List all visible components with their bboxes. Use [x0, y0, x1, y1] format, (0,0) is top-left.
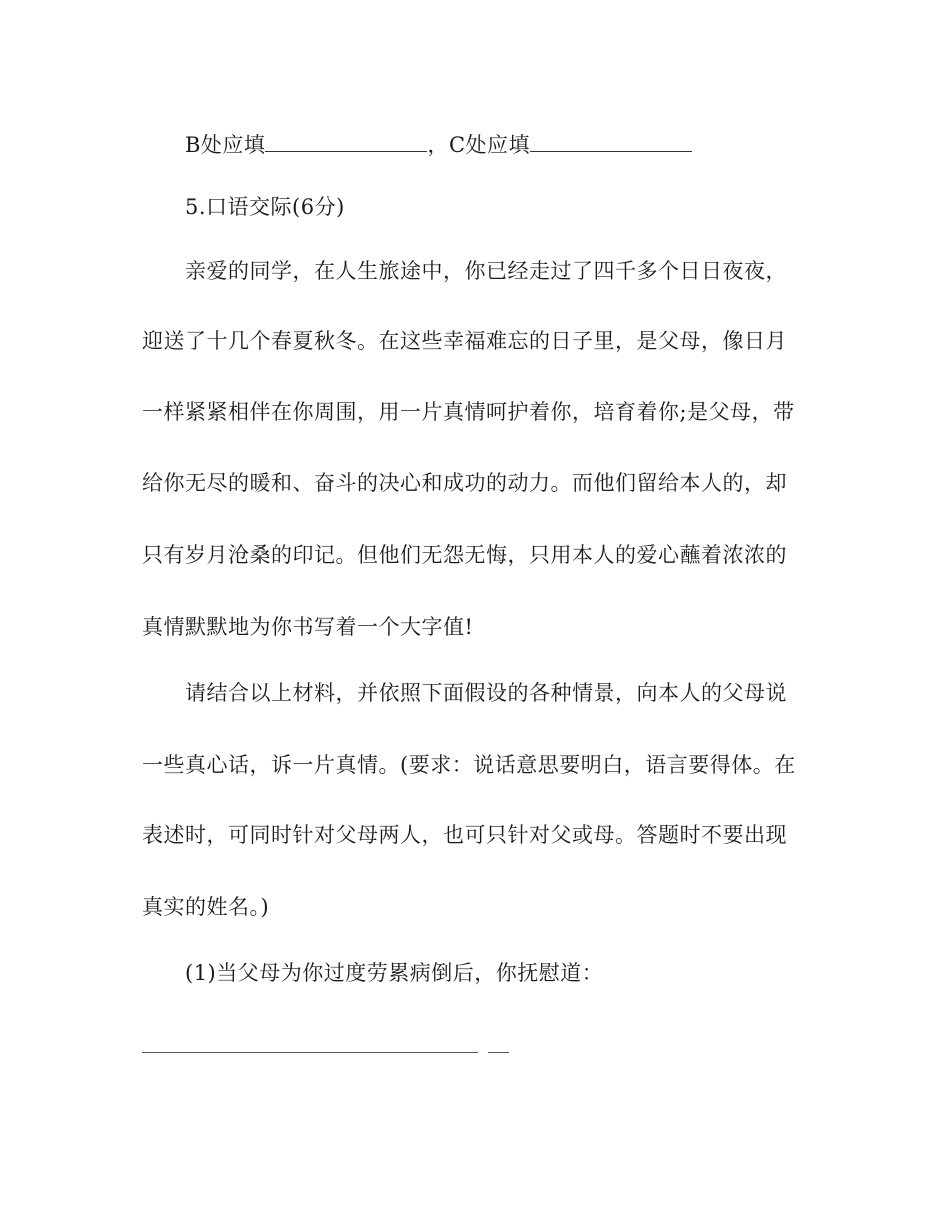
b-answer-blank[interactable] — [265, 131, 427, 152]
passage-line: 给你无尽的暖和、奋斗的决心和成功的动力。而他们留给本人的，却 — [142, 471, 787, 495]
c-blank-label: C处应填 — [448, 133, 531, 157]
passage-line: 真情默默地为你书写着一个大字值! — [142, 615, 474, 639]
passage-line: 亲爱的同学，在人生旅途中，你已经走过了四千多个日日夜夜， — [185, 259, 787, 283]
answer-underline-tail — [488, 1052, 509, 1053]
instruction-line: 请结合以上材料，并依照下面假设的各种情景，向本人的父母说 — [185, 681, 787, 705]
question-5-heading: 5.口语交际(6分) — [185, 195, 345, 219]
passage-line: 一样紧紧相伴在你周围，用一片真情呵护着你，培育着你;是父母，带 — [142, 400, 795, 424]
b-blank-label: B处应填 — [185, 133, 266, 157]
passage-line: 只有岁月沧桑的印记。但他们无怨无悔，只用本人的爱心蘸着浓浓的 — [142, 543, 787, 567]
instruction-line: 表述时，可同时针对父母两人，也可只针对父或母。答题时不要出现 — [142, 823, 787, 847]
sub-question-1: (1)当父母为你过度劳累病倒后，你抚慰道： — [185, 961, 604, 985]
answer-underline — [142, 1052, 478, 1053]
blank-separator: ， — [427, 133, 449, 157]
c-answer-blank[interactable] — [530, 131, 692, 152]
instruction-line: 一些真心话，诉一片真情。(要求：说话意思要明白，语言要得体。在 — [142, 753, 796, 777]
fill-blank-line — [185, 130, 692, 160]
passage-line: 迎送了十几个春夏秋冬。在这些幸福难忘的日子里，是父母，像日月 — [142, 329, 787, 353]
instruction-line: 真实的姓名。) — [142, 895, 270, 919]
